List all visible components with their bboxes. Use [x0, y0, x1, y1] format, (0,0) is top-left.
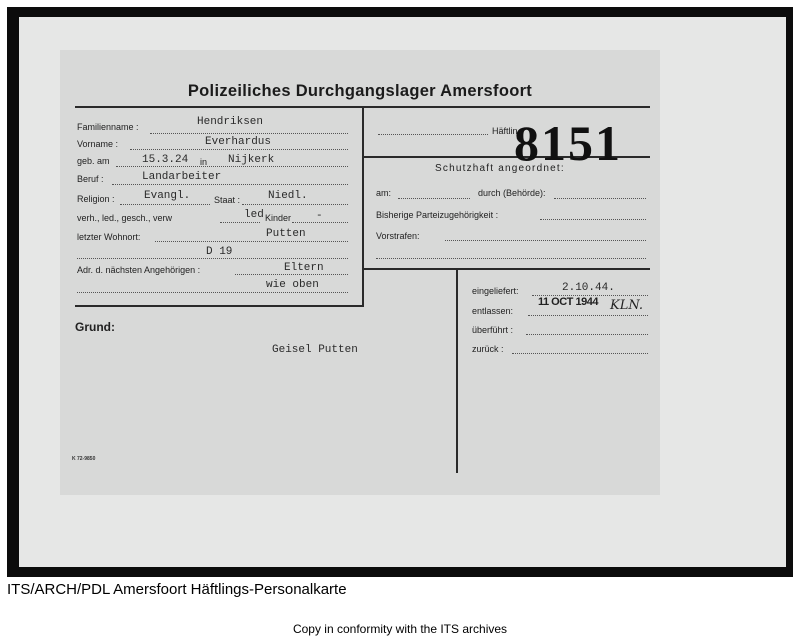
entlassen-handwriting: KLN. — [610, 298, 644, 313]
staat-label: Staat : — [214, 195, 241, 205]
entlassen-label: entlassen: — [472, 306, 514, 316]
beruf-value: Landarbeiter — [142, 171, 222, 183]
letzter-wohnort-label: letzter Wohnort: — [77, 232, 141, 242]
eingeliefert-value: 2.10.44. — [562, 282, 615, 294]
geb-ort-value: Nijkerk — [228, 154, 275, 166]
vorstrafen-label: Vorstrafen: — [376, 231, 420, 241]
prisoner-number: 8151 — [514, 115, 622, 171]
left-box-bottom-border — [75, 305, 364, 307]
staat-value: Niedl. — [268, 190, 308, 202]
familienname-label: Familienname : — [77, 122, 139, 132]
form-code: K 72-9850 — [72, 456, 96, 462]
verh-label: verh., led., gesch., verw — [77, 213, 173, 223]
religion-label: Religion : — [77, 194, 115, 204]
prisoner-card — [60, 50, 660, 495]
eingeliefert-label: eingeliefert: — [472, 286, 519, 296]
geb-am-label: geb. am — [77, 156, 110, 166]
kinder-value: - — [316, 210, 323, 222]
vorname-value: Everhardus — [205, 136, 272, 148]
am-label: am: — [376, 188, 392, 198]
zurueck-label: zurück : — [472, 344, 504, 354]
ueberfuehrt-label: überführt : — [472, 325, 514, 335]
grund-label: Grund: — [75, 320, 115, 334]
haeftling-label: Häftlin — [492, 126, 518, 136]
vorname-label: Vorname : — [77, 139, 119, 149]
religion-value: Evangl. — [144, 190, 191, 202]
grund-value: Geisel Putten — [272, 344, 358, 356]
verh-value: led — [244, 209, 264, 221]
adr-value-1: Eltern — [284, 262, 324, 274]
geb-am-value: 15.3.24 — [142, 154, 189, 166]
familienname-value: Hendriksen — [197, 116, 264, 128]
entlassen-stamp: 11 OCT 1944 — [538, 296, 598, 308]
schutzhaft-label: Schutzhaft angeordnet: — [435, 163, 565, 174]
left-box-right-border — [362, 106, 364, 306]
adr-value-2: wie oben — [266, 279, 319, 291]
conformity-caption: Copy in conformity with the ITS archives — [292, 622, 508, 636]
wohnort-detail-value: D 19 — [206, 246, 233, 258]
partei-label: Bisherige Parteizugehörigkeit : — [376, 210, 499, 220]
right-box-bottom-border — [364, 268, 650, 270]
wohnort-value: Putten — [266, 228, 306, 240]
release-column-border — [456, 268, 458, 473]
durch-label: durch (Behörde): — [478, 188, 546, 198]
card-title: Polizeiliches Durchgangslager Amersfoort — [187, 82, 533, 100]
kinder-label: Kinder — [265, 213, 292, 223]
beruf-label: Beruf : — [77, 174, 104, 184]
archive-caption: ITS/ARCH/PDL Amersfoort Häftlings-Personalkarte — [7, 581, 347, 598]
geb-in-label: in — [200, 157, 208, 167]
adr-label: Adr. d. nächsten Angehörigen : — [77, 265, 201, 275]
